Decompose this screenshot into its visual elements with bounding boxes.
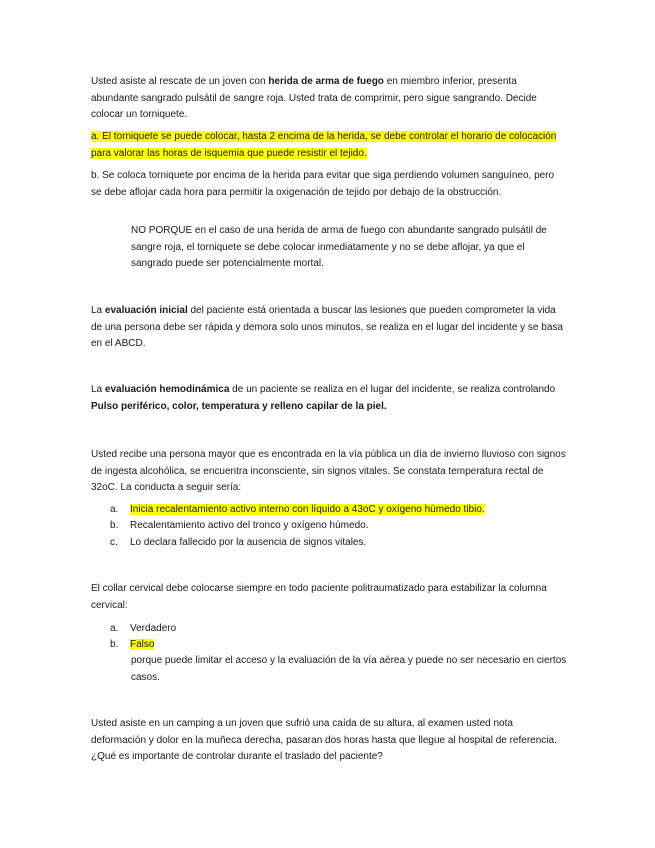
bold-text: evaluación inicial	[104, 305, 188, 316]
question-5-stem: El collar cervical debe colocarse siempre en todo paciente politraumatizado para estabilizar la columna cervical:	[91, 583, 547, 611]
option-text: Verdadero	[130, 623, 177, 634]
bold-text: herida de arma de fuego	[268, 76, 384, 87]
text-run: Usted asiste al rescate de un joven con	[91, 76, 269, 87]
text-run: La	[91, 305, 105, 316]
list-item	[110, 535, 570, 552]
highlighted-answer: Inicia recalentamiento activo interno con líquido a 43oC y oxígeno húmedo tibio.	[130, 504, 485, 515]
paragraph-evaluacion-hemodinamica	[91, 382, 566, 415]
question-1-option-b: b. Se coloca torniquete por encima de la herida para evitar que siga perdiendo volumen sanguíneo, pero se debe aflojar cada hora para permitir la oxigenación de tejido por debajo de la obstrucción.	[91, 170, 555, 198]
list-marker: c.	[110, 537, 118, 548]
question-5-explanation: porque puede limitar el acceso y la evaluación de la vía aérea y puede no ser necesario en ciertos casos.	[131, 655, 567, 683]
option-text: Lo declara fallecido por la ausencia de signos vitales.	[130, 537, 367, 548]
list-marker: a.	[110, 504, 119, 515]
list-marker: b.	[110, 520, 119, 531]
option-text: Recalentamiento activo del tronco y oxígeno húmedo.	[130, 520, 369, 531]
list-marker: a.	[110, 623, 119, 634]
list-item	[110, 621, 570, 638]
question-6-stem: Usted asiste en un camping a un joven que sufrió una caída de su altura, al examen usted nota deformación y dolor en la muñeca derecha, pasaran dos horas hasta que llegue al hospital de referencia. ¿Qué es importante de controlar durante el traslado del paciente?	[91, 718, 557, 762]
question-1-option-a	[91, 129, 566, 162]
text-run: en miembro inferior, presenta abundante sangrado pulsátil de sangre roja. Usted trata de comprimir, pero sigue sangrando. Decide colocar un torniquete.	[91, 76, 537, 120]
bold-text: evaluación hemodinámica	[104, 384, 230, 395]
list-item	[110, 518, 570, 535]
paragraph-evaluacion-inicial	[91, 303, 566, 353]
text-run: La	[91, 384, 105, 395]
question-1-explanation: NO PORQUE en el caso de una herida de arma de fuego con abundante sangrado pulsátil de sangre roja, el torniquete se debe colocar inmediatamente y no se debe aflojar, ya que el sangrado puede ser potencialmente mortal.	[131, 225, 547, 269]
question-1-stem	[91, 74, 566, 124]
question-4-stem: Usted recibe una persona mayor que es encontrada en la vía pública un día de invierno lluvioso con signos de ingesta alcohólica, se encuentra inconsciente, sin signos vitales. Se constata temperatura rectal de 32oC. La conducta a seguir sería:	[91, 449, 566, 493]
highlighted-answer: a. El torniquete se puede colocar, hasta 2 encima de la herida, se debe controlar el horario de colocación para valorar las horas de isquemia que puede resistir el tejido.	[91, 131, 557, 159]
list-marker: b.	[110, 639, 119, 650]
text-run: de un paciente se realiza en el lugar del incidente, se realiza controlando	[229, 384, 556, 395]
bold-text: Pulso periférico, color, temperatura y relleno capilar de la piel.	[91, 400, 387, 412]
highlighted-answer: Falso	[130, 639, 155, 650]
list-item	[110, 637, 570, 654]
text-run: del paciente está orientada a buscar las lesiones que pueden comprometer la vida de una persona debe ser rápida y demora solo unos minutos, se realiza en el lugar del incidente y se basa en el ABCD.	[91, 305, 563, 349]
list-item	[110, 502, 570, 519]
